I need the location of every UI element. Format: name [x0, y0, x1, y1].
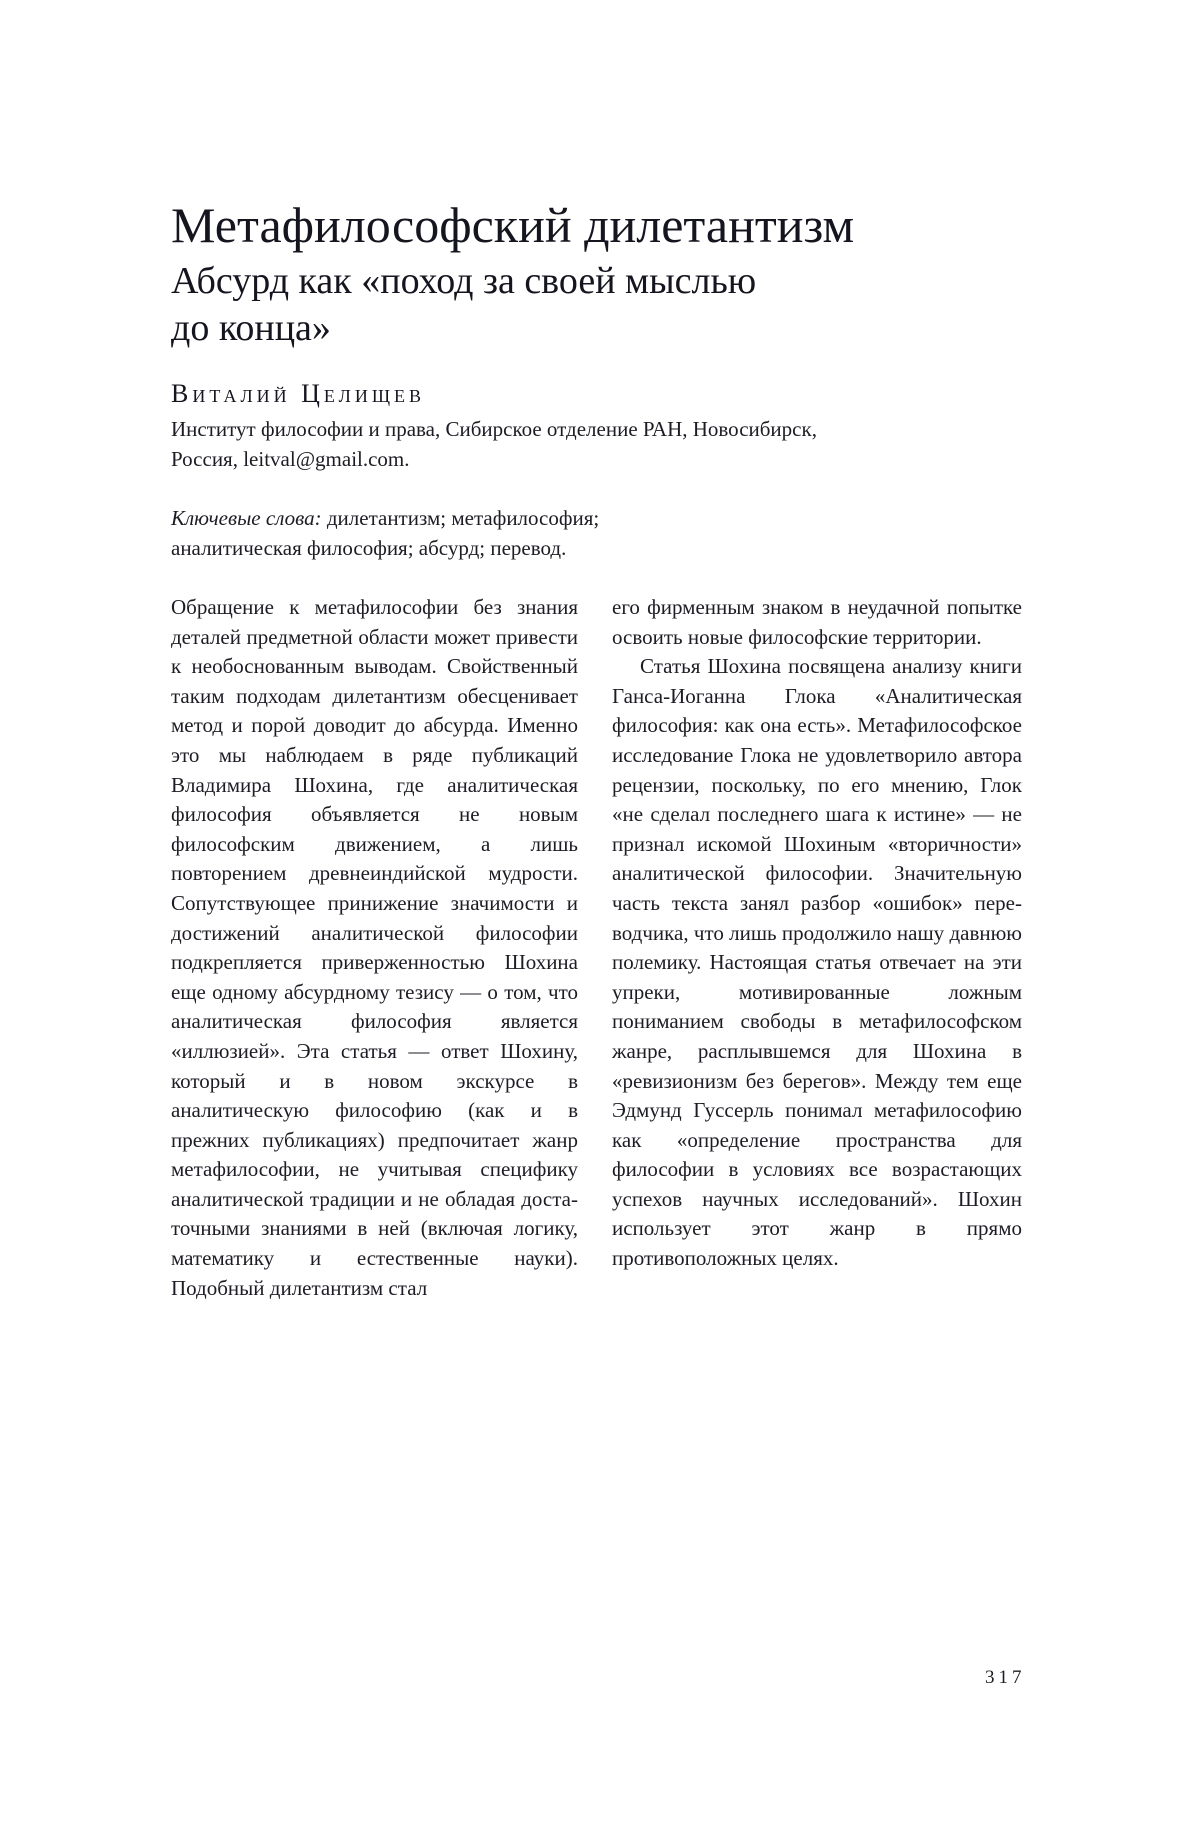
abstract-paragraph-2: Статья Шохина посвящена анализу книги Ганса-Иоганна Глока «Аналитическая философия: как она есть». Метафилософское исследование Глока не удовлетворило автора рецензии, поскольку, по его мнению, Глок «не сделал последнего шага к истине» — не признал искомой Шохиным «вторичности» аналитической философии. Значительную часть текста занял разбор «ошибок» переводчика, что лишь продолжило нашу давнюю полемику. Настоящая статья отвечает на эти упреки, мотивированные ложным пониманием свободы в метафилософском жанре, расплывшемся для Шохина в «ревизионизм без берегов». Между тем еще Эдмунд Гуссерль понимал метафилософию как «определение пространства для философии в условиях все возрастающих успехов научных исследований». Шохин использует этот жанр в прямо противоположных целях. — [612, 654, 1022, 1271]
abstract-paragraph-1-part-1: Обращение к метафилософии без знания деталей предметной области может привести к необоснованным выводам. Свойственный таким подходам дилетантизм обесценивает метод и порой доводит до абсурда. Именно это мы наблюдаем в ряде публикаций Владимира Шохина, где аналитическая философия объявляется не новым философским движением, а лишь повторением древнеиндийской мудрости. Сопутствующее принижение значимости и достижений аналитической философии подкрепляется приверженностью Шохина еще одному абсурдному тезису — о том, что аналитическая философия является «иллюзией». Эта статья — ответ Шохину, который и в новом экскурсе в аналитическую философию (как и в прежних публикациях) предпочитает жанр метафилософии, не учитывая специфику аналитической традиции и не обладая достаточными знаниями в ней (включая логику, математику и естественные науки). Подобный дилетантизм стал — [171, 595, 578, 1300]
abstract-paragraph-1-part-2: его фирменным знаком в неудачной попытке освоить новые философские территории. — [612, 595, 1022, 649]
keywords — [171, 503, 731, 563]
keywords-text: дилетантизм; метафилософия; аналитическая философия; абсурд; перевод. — [171, 506, 600, 560]
article-subtitle: Абсурд как «поход за своей мыслью до конца» — [171, 260, 757, 349]
page-number: 317 — [985, 1667, 1026, 1688]
author-name: Виталий Целищев — [171, 379, 426, 408]
article-title: Метафилософский дилетантизм — [171, 197, 855, 253]
author-affiliation: Институт философии и права, Сибирское отделение РАН, Новосибирск, Россия, leitval@gmail.com. — [171, 417, 817, 471]
abstract-column-left — [171, 593, 578, 1303]
abstract-column-right — [612, 593, 1022, 1274]
keywords-label: Ключевые слова: — [171, 506, 322, 530]
